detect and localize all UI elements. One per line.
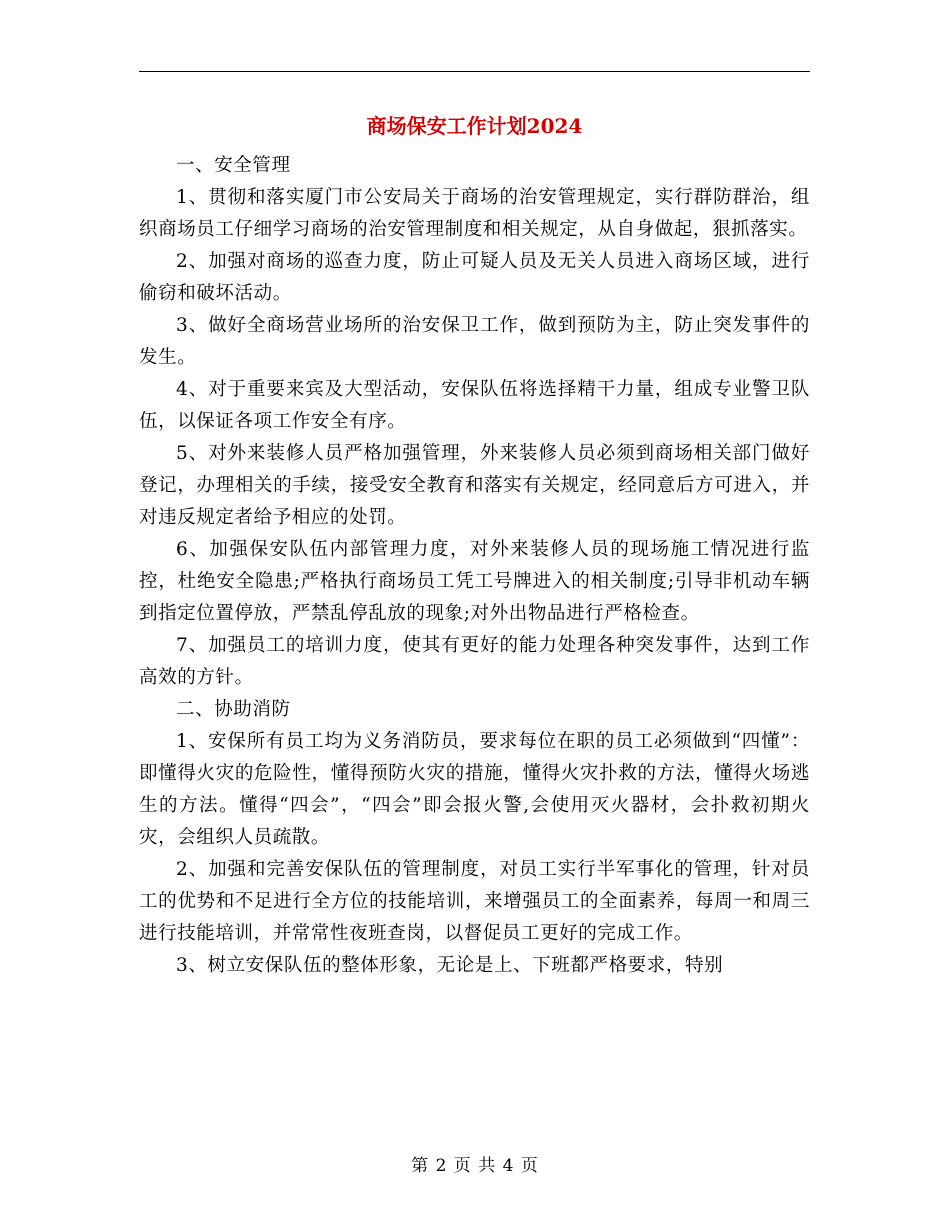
header-rule (139, 71, 810, 72)
page-number: 第 2 页 共 4 页 (411, 1156, 539, 1176)
paragraph: 2、加强对商场的巡查力度，防止可疑人员及无关人员进入商场区域，进行偷窃和破坏活动。 (139, 251, 810, 304)
paragraph: 3、做好全商场营业场所的治安保卫工作，做到预防为主，防止突发事件的发生。 (139, 315, 810, 368)
document-title: 商场保安工作计划2024 (366, 114, 583, 138)
section-heading-fire: 二、协助消防 (176, 699, 291, 720)
section-heading-safety: 一、安全管理 (176, 155, 291, 176)
paragraph: 2、加强和完善安保队伍的管理制度，对员工实行半军事化的管理，针对员工的优势和不足进行全方位的技能培训，来增强员工的全面素养，每周一和周三进行技能培训，并常常性夜班查岗，以督促员工更好的完成工作。 (139, 859, 810, 944)
paragraph: 1、安保所有员工均为义务消防员，要求每位在职的员工必须做到“四懂”：即懂得火灾的危险性，懂得预防火灾的措施，懂得火灾扑救的方法，懂得火场逃生的方法。懂得“四会”，“四会”即会报火警,会使用灭火器材，会扑救初期火灾，会组织人员疏散。 (139, 731, 810, 848)
paragraph: 4、对于重要来宾及大型活动，安保队伍将选择精干力量，组成专业警卫队伍，以保证各项工作安全有序。 (139, 379, 810, 432)
paragraph: 5、对外来装修人员严格加强管理，外来装修人员必须到商场相关部门做好登记，办理相关的手续，接受安全教育和落实有关规定，经同意后方可进入，并对违反规定者给予相应的处罚。 (139, 443, 810, 528)
paragraph: 7、加强员工的培训力度，使其有更好的能力处理各种突发事件，达到工作高效的方针。 (139, 635, 810, 688)
document-body (139, 150, 810, 982)
paragraph: 3、树立安保队伍的整体形象，无论是上、下班都严格要求，特别 (176, 955, 724, 976)
paragraph: 1、贯彻和落实厦门市公安局关于商场的治安管理规定，实行群防群治，组织商场员工仔细学习商场的治安管理制度和相关规定，从自身做起，狠抓落实。 (139, 187, 810, 240)
paragraph: 6、加强保安队伍内部管理力度，对外来装修人员的现场施工情况进行监控，杜绝安全隐患;严格执行商场员工凭工号牌进入的相关制度;引导非机动车辆到指定位置停放，严禁乱停乱放的现象;对外出物品进行严格检查。 (139, 539, 810, 624)
